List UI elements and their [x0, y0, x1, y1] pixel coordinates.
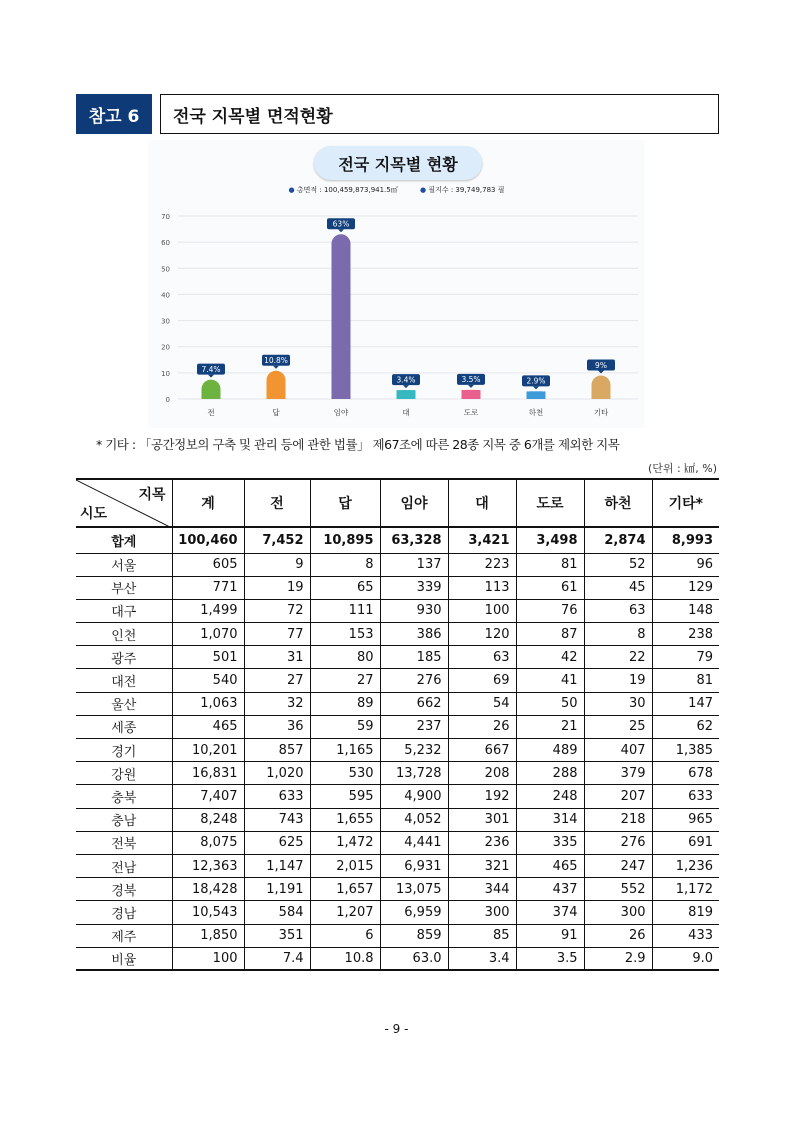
region-cell: 경남 — [76, 901, 172, 924]
value-cell: 89 — [310, 692, 380, 715]
value-cell: 379 — [584, 762, 652, 785]
value-cell: 3.4 — [448, 947, 516, 970]
column-header: 도로 — [516, 479, 584, 527]
y-tick-label: 60 — [161, 239, 170, 248]
value-cell: 465 — [516, 854, 584, 877]
value-cell: 8 — [310, 553, 380, 576]
value-cell: 344 — [448, 878, 516, 901]
value-cell: 7,452 — [244, 527, 310, 553]
table-row — [76, 553, 719, 576]
value-cell: 530 — [310, 762, 380, 785]
value-cell: 7,407 — [172, 785, 244, 808]
y-tick-label: 0 — [165, 396, 170, 404]
region-cell: 광주 — [76, 646, 172, 669]
value-cell: 207 — [584, 785, 652, 808]
table-row — [76, 878, 719, 901]
value-cell: 2,874 — [584, 527, 652, 553]
value-cell: 6 — [310, 924, 380, 947]
value-cell: 26 — [448, 715, 516, 738]
value-cell: 41 — [516, 669, 584, 692]
value-cell: 129 — [652, 576, 719, 599]
value-cell: 18,428 — [172, 878, 244, 901]
value-cell: 407 — [584, 739, 652, 762]
section-title: 전국 지목별 면적현황 — [160, 94, 719, 134]
total-row — [76, 527, 719, 553]
region-cell: 전남 — [76, 854, 172, 877]
value-cell: 16,831 — [172, 762, 244, 785]
region-cell: 충북 — [76, 785, 172, 808]
value-cell: 374 — [516, 901, 584, 924]
value-cell: 248 — [516, 785, 584, 808]
value-cell: 3,421 — [448, 527, 516, 553]
x-category-label: 답 — [272, 408, 280, 417]
value-cell: 77 — [244, 623, 310, 646]
region-cell: 경북 — [76, 878, 172, 901]
value-cell: 314 — [516, 808, 584, 831]
table-row — [76, 599, 719, 622]
column-header: 답 — [310, 479, 380, 527]
bar-base — [527, 391, 546, 399]
value-cell: 63 — [584, 599, 652, 622]
value-cell: 81 — [516, 553, 584, 576]
value-cell: 69 — [448, 669, 516, 692]
page-number: - 9 - — [384, 1022, 409, 1036]
bar-base — [592, 390, 611, 399]
table-row — [76, 715, 719, 738]
value-cell: 8 — [584, 623, 652, 646]
column-header: 하천 — [584, 479, 652, 527]
reference-tag: 참고 6 — [76, 94, 152, 134]
table-row — [76, 762, 719, 785]
value-cell: 8,248 — [172, 808, 244, 831]
bar-base — [462, 390, 481, 399]
region-cell: 전북 — [76, 831, 172, 854]
value-cell: 489 — [516, 739, 584, 762]
region-cell: 합계 — [76, 527, 172, 553]
value-cell: 218 — [584, 808, 652, 831]
value-cell: 223 — [448, 553, 516, 576]
value-cell: 857 — [244, 739, 310, 762]
value-cell: 26 — [584, 924, 652, 947]
x-category-label: 도로 — [463, 408, 479, 417]
region-cell: 부산 — [76, 576, 172, 599]
data-label-pointer — [273, 366, 279, 369]
value-cell: 930 — [380, 599, 448, 622]
value-cell: 10,201 — [172, 739, 244, 762]
value-cell: 10,543 — [172, 901, 244, 924]
value-cell: 1,850 — [172, 924, 244, 947]
value-cell: 540 — [172, 669, 244, 692]
value-cell: 27 — [244, 669, 310, 692]
region-cell: 경기 — [76, 739, 172, 762]
table-row — [76, 646, 719, 669]
value-cell: 300 — [448, 901, 516, 924]
table-row — [76, 808, 719, 831]
value-cell: 36 — [244, 715, 310, 738]
table-row — [76, 669, 719, 692]
value-cell: 54 — [448, 692, 516, 715]
value-cell: 633 — [244, 785, 310, 808]
region-cell: 충남 — [76, 808, 172, 831]
data-label: 3.4% — [396, 375, 416, 385]
bar-base — [267, 390, 286, 399]
y-tick-label: 20 — [161, 343, 170, 352]
value-cell: 1,063 — [172, 692, 244, 715]
value-cell: 1,472 — [310, 831, 380, 854]
value-cell: 45 — [584, 576, 652, 599]
value-cell: 100,460 — [172, 527, 244, 553]
value-cell: 81 — [652, 669, 719, 692]
value-cell: 10,895 — [310, 527, 380, 553]
value-cell: 1,191 — [244, 878, 310, 901]
region-cell: 강원 — [76, 762, 172, 785]
value-cell: 120 — [448, 623, 516, 646]
data-label-pointer — [468, 385, 474, 388]
value-cell: 19 — [244, 576, 310, 599]
value-cell: 771 — [172, 576, 244, 599]
value-cell: 96 — [652, 553, 719, 576]
value-cell: 42 — [516, 646, 584, 669]
value-cell: 667 — [448, 739, 516, 762]
value-cell: 63.0 — [380, 947, 448, 970]
value-cell: 1,207 — [310, 901, 380, 924]
value-cell: 79 — [652, 646, 719, 669]
value-cell: 465 — [172, 715, 244, 738]
value-cell: 6,931 — [380, 854, 448, 877]
value-cell: 552 — [584, 878, 652, 901]
value-cell: 52 — [584, 553, 652, 576]
region-cell: 서울 — [76, 553, 172, 576]
table-row — [76, 831, 719, 854]
value-cell: 678 — [652, 762, 719, 785]
value-cell: 386 — [380, 623, 448, 646]
value-cell: 1,385 — [652, 739, 719, 762]
value-cell: 339 — [380, 576, 448, 599]
value-cell: 12,363 — [172, 854, 244, 877]
data-label: 10.8% — [264, 356, 288, 366]
column-header: 임야 — [380, 479, 448, 527]
unit-label: (단위 : ㎢, %) — [648, 462, 717, 475]
value-cell: 237 — [380, 715, 448, 738]
value-cell: 76 — [516, 599, 584, 622]
value-cell: 7.4 — [244, 947, 310, 970]
value-cell: 3.5 — [516, 947, 584, 970]
x-category-label: 임야 — [333, 408, 349, 417]
value-cell: 10.8 — [310, 947, 380, 970]
value-cell: 27 — [310, 669, 380, 692]
data-label: 63% — [332, 219, 350, 229]
value-cell: 30 — [584, 692, 652, 715]
value-cell: 662 — [380, 692, 448, 715]
value-cell: 625 — [244, 831, 310, 854]
y-tick-label: 40 — [161, 291, 170, 300]
column-header: 기타* — [652, 479, 719, 527]
data-label-pointer — [533, 386, 539, 389]
corner-bottom-label: 시도 — [80, 506, 108, 522]
value-cell: 605 — [172, 553, 244, 576]
region-cell: 비율 — [76, 947, 172, 970]
area-table — [76, 478, 719, 971]
value-cell: 819 — [652, 901, 719, 924]
value-cell: 236 — [448, 831, 516, 854]
region-cell: 세종 — [76, 715, 172, 738]
value-cell: 691 — [652, 831, 719, 854]
data-label-pointer — [208, 375, 214, 378]
table-row — [76, 924, 719, 947]
value-cell: 8,993 — [652, 527, 719, 553]
value-cell: 301 — [448, 808, 516, 831]
value-cell: 276 — [380, 669, 448, 692]
table-row — [76, 854, 719, 877]
table-row — [76, 576, 719, 599]
value-cell: 4,900 — [380, 785, 448, 808]
value-cell: 22 — [584, 646, 652, 669]
region-cell: 대구 — [76, 599, 172, 622]
value-cell: 80 — [310, 646, 380, 669]
table-row — [76, 739, 719, 762]
x-category-label: 기타 — [593, 408, 609, 417]
table-row — [76, 623, 719, 646]
value-cell: 72 — [244, 599, 310, 622]
value-cell: 63,328 — [380, 527, 448, 553]
value-cell: 91 — [516, 924, 584, 947]
value-cell: 100 — [172, 947, 244, 970]
value-cell: 1,655 — [310, 808, 380, 831]
value-cell: 1,657 — [310, 878, 380, 901]
region-cell: 울산 — [76, 692, 172, 715]
data-label-pointer — [403, 385, 409, 388]
value-cell: 351 — [244, 924, 310, 947]
region-cell: 대전 — [76, 669, 172, 692]
value-cell: 13,728 — [380, 762, 448, 785]
value-cell: 137 — [380, 553, 448, 576]
column-header: 전 — [244, 479, 310, 527]
value-cell: 433 — [652, 924, 719, 947]
value-cell: 153 — [310, 623, 380, 646]
value-cell: 1,070 — [172, 623, 244, 646]
region-cell: 인천 — [76, 623, 172, 646]
value-cell: 87 — [516, 623, 584, 646]
legend-total-area: ● 총면적 : 100,459,873,941.5㎡ — [288, 186, 398, 194]
bar — [332, 234, 351, 399]
table-row — [76, 901, 719, 924]
value-cell: 965 — [652, 808, 719, 831]
corner-top-label: 지목 — [138, 487, 166, 503]
value-cell: 1,147 — [244, 854, 310, 877]
x-category-label: 대 — [402, 408, 410, 417]
value-cell: 437 — [516, 878, 584, 901]
value-cell: 335 — [516, 831, 584, 854]
value-cell: 63 — [448, 646, 516, 669]
value-cell: 1,499 — [172, 599, 244, 622]
table-row — [76, 947, 719, 970]
value-cell: 111 — [310, 599, 380, 622]
data-label: 9% — [595, 360, 607, 370]
value-cell: 9 — [244, 553, 310, 576]
value-cell: 62 — [652, 715, 719, 738]
table-row — [76, 785, 719, 808]
value-cell: 2.9 — [584, 947, 652, 970]
value-cell: 288 — [516, 762, 584, 785]
data-label: 7.4% — [201, 364, 221, 374]
value-cell: 743 — [244, 808, 310, 831]
value-cell: 300 — [584, 901, 652, 924]
value-cell: 32 — [244, 692, 310, 715]
value-cell: 2,015 — [310, 854, 380, 877]
value-cell: 9.0 — [652, 947, 719, 970]
value-cell: 276 — [584, 831, 652, 854]
value-cell: 4,441 — [380, 831, 448, 854]
value-cell: 5,232 — [380, 739, 448, 762]
value-cell: 238 — [652, 623, 719, 646]
y-tick-label: 10 — [161, 369, 170, 378]
value-cell: 19 — [584, 669, 652, 692]
region-cell: 제주 — [76, 924, 172, 947]
value-cell: 247 — [584, 854, 652, 877]
value-cell: 85 — [448, 924, 516, 947]
value-cell: 3,498 — [516, 527, 584, 553]
bar-base — [332, 390, 351, 399]
value-cell: 6,959 — [380, 901, 448, 924]
value-cell: 147 — [652, 692, 719, 715]
chart-title: 전국 지목별 현황 — [314, 146, 482, 180]
value-cell: 1,165 — [310, 739, 380, 762]
value-cell: 859 — [380, 924, 448, 947]
footnote: * 기타 : 「공간정보의 구축 및 관리 등에 관한 법률」 제67조에 따른 28종 지목 중 6개를 제외한 지목 — [96, 437, 620, 452]
value-cell: 25 — [584, 715, 652, 738]
value-cell: 59 — [310, 715, 380, 738]
value-cell: 1,020 — [244, 762, 310, 785]
value-cell: 148 — [652, 599, 719, 622]
value-cell: 595 — [310, 785, 380, 808]
value-cell: 50 — [516, 692, 584, 715]
y-tick-label: 30 — [161, 317, 170, 326]
value-cell: 21 — [516, 715, 584, 738]
value-cell: 208 — [448, 762, 516, 785]
corner-header — [76, 479, 172, 527]
table-header — [76, 479, 719, 527]
value-cell: 31 — [244, 646, 310, 669]
chart-panel — [148, 140, 645, 428]
y-tick-label: 50 — [161, 265, 170, 274]
value-cell: 584 — [244, 901, 310, 924]
section-header — [76, 94, 719, 134]
data-label: 3.5% — [461, 375, 481, 385]
x-category-label: 하천 — [528, 408, 544, 417]
bar-base — [202, 390, 221, 399]
value-cell: 1,236 — [652, 854, 719, 877]
bar-chart — [148, 140, 645, 428]
table-row — [76, 692, 719, 715]
value-cell: 185 — [380, 646, 448, 669]
y-tick-label: 70 — [161, 213, 170, 221]
value-cell: 4,052 — [380, 808, 448, 831]
value-cell: 321 — [448, 854, 516, 877]
legend-parcel-count: ● 필지수 : 39,749,783 필 — [419, 186, 505, 194]
value-cell: 8,075 — [172, 831, 244, 854]
column-header: 계 — [172, 479, 244, 527]
column-header: 대 — [448, 479, 516, 527]
value-cell: 65 — [310, 576, 380, 599]
bar-base — [397, 390, 416, 399]
data-label-pointer — [338, 229, 344, 232]
value-cell: 13,075 — [380, 878, 448, 901]
value-cell: 100 — [448, 599, 516, 622]
value-cell: 113 — [448, 576, 516, 599]
value-cell: 192 — [448, 785, 516, 808]
value-cell: 501 — [172, 646, 244, 669]
value-cell: 1,172 — [652, 878, 719, 901]
value-cell: 61 — [516, 576, 584, 599]
data-label: 2.9% — [526, 376, 546, 386]
value-cell: 633 — [652, 785, 719, 808]
x-category-label: 전 — [207, 408, 215, 417]
